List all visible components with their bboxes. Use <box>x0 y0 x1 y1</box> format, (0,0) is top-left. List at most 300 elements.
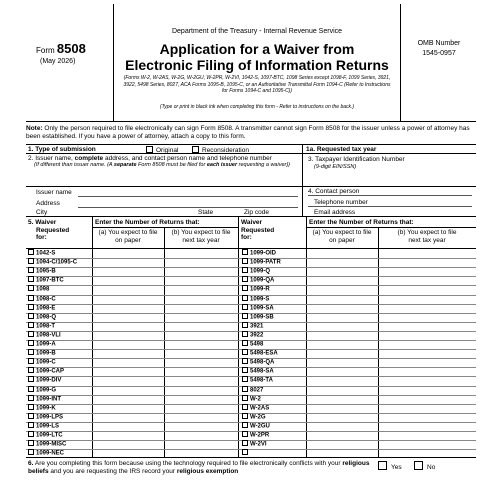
line-5-number: 5. <box>28 219 34 226</box>
waiver-form-checkbox[interactable] <box>28 358 34 364</box>
line-6-religious-exemption <box>26 460 476 478</box>
waiver-form-checkbox[interactable] <box>242 404 248 410</box>
waiver-form-label: 1099-LPS <box>36 414 64 421</box>
line-6-bold-2: religious exemption <box>176 468 239 475</box>
form-label: Form <box>36 46 55 55</box>
col-a-count-field-right[interactable] <box>306 304 378 313</box>
col-a-count-field-right[interactable] <box>306 331 378 340</box>
col-a-count-field[interactable] <box>92 331 164 340</box>
waiver-form-label: 1098-VLI <box>36 332 61 339</box>
issuer-subnote-bold-2: each issuer <box>206 162 238 168</box>
col-b-count-field-right[interactable] <box>378 386 476 395</box>
col-b-count-field-right[interactable] <box>378 295 476 304</box>
col-b-count-field[interactable] <box>164 267 238 276</box>
col-b-count-field[interactable] <box>164 376 238 385</box>
col-b-count-field[interactable] <box>164 331 238 340</box>
col-b-count-field-right[interactable] <box>378 267 476 276</box>
waiver-form-label: 5498 <box>250 341 264 348</box>
waiver-form-item[interactable] <box>242 313 274 322</box>
contact-person-field[interactable] <box>308 195 472 196</box>
col-b-count-field-right[interactable] <box>378 249 476 258</box>
waiver-form-label: W-2PR <box>250 432 270 439</box>
waiver-form-item[interactable] <box>28 413 63 422</box>
issuer-heading-box <box>26 154 302 187</box>
waiver-form-checkbox[interactable] <box>28 367 34 373</box>
col-b-count-field-right[interactable] <box>378 422 476 431</box>
col-b-count-field[interactable] <box>164 404 238 413</box>
omb-number: 1545-0957 <box>422 50 456 57</box>
col-b-count-field-right[interactable] <box>378 276 476 285</box>
col-a-count-field[interactable] <box>92 404 164 413</box>
waiver-form-item[interactable] <box>242 322 263 331</box>
col-a-count-field-right[interactable] <box>306 376 378 385</box>
waiver-form-label: 1099-R <box>250 286 270 293</box>
col-a-count-field[interactable] <box>92 422 164 431</box>
waiver-form-checkbox[interactable] <box>28 258 34 264</box>
waiver-form-checkbox[interactable] <box>28 376 34 382</box>
waiver-form-item[interactable] <box>242 276 274 285</box>
col-a-count-field[interactable] <box>92 340 164 349</box>
requested-tax-year-field[interactable] <box>302 145 476 154</box>
waiver-form-checkbox[interactable] <box>28 295 34 301</box>
no-checkbox[interactable] <box>414 461 423 470</box>
waiver-form-label: 3922 <box>250 332 264 339</box>
waiver-form-label: 1099-Q <box>250 268 271 275</box>
note-label: Note: <box>26 125 43 132</box>
row-divider <box>92 227 238 228</box>
waiver-form-item[interactable] <box>28 304 55 313</box>
col-b-count-field-right[interactable] <box>378 376 476 385</box>
waiver-form-label: 1097-BTC <box>36 277 64 284</box>
waiver-form-item[interactable] <box>242 449 250 458</box>
col-b-count-field[interactable] <box>164 422 238 431</box>
waiver-form-item[interactable] <box>242 422 270 431</box>
col-a-count-field[interactable] <box>92 285 164 294</box>
telephone-field[interactable] <box>308 206 472 207</box>
original-checkbox[interactable] <box>146 146 153 153</box>
col-a-count-field-right[interactable] <box>306 258 378 267</box>
col-b-count-field[interactable] <box>164 440 238 449</box>
waiver-form-label: 1099-K <box>36 405 56 412</box>
waiver-form-item[interactable] <box>242 404 269 413</box>
requested-word-right: Requested <box>241 226 275 234</box>
col-a-count-field-right[interactable] <box>306 249 378 258</box>
waiver-form-label: W-2GU <box>250 423 270 430</box>
waiver-form-checkbox[interactable] <box>242 440 248 446</box>
col-b-count-field-right[interactable] <box>378 413 476 422</box>
col-a-count-field[interactable] <box>92 386 164 395</box>
col-b-count-field-right[interactable] <box>378 404 476 413</box>
col-b-count-field[interactable] <box>164 276 238 285</box>
waiver-form-checkbox[interactable] <box>242 304 248 310</box>
col-a-count-field[interactable] <box>92 322 164 331</box>
col-a-count-field[interactable] <box>92 258 164 267</box>
no-label: No <box>427 464 436 471</box>
waiver-form-label: W-2VI <box>250 441 267 448</box>
waiver-form-item[interactable] <box>28 367 64 376</box>
waiver-form-checkbox[interactable] <box>242 285 248 291</box>
waiver-form-item[interactable] <box>28 440 66 449</box>
col-b-count-field-right[interactable] <box>378 313 476 322</box>
waiver-form-checkbox[interactable] <box>242 276 248 282</box>
col-a-count-field-right[interactable] <box>306 449 378 458</box>
waiver-form-item[interactable] <box>242 267 270 276</box>
waiver-form-label: 1042-S <box>36 250 56 257</box>
col-a-count-field-right[interactable] <box>306 295 378 304</box>
waiver-form-item[interactable] <box>28 295 56 304</box>
waiver-form-checkbox[interactable] <box>28 322 34 328</box>
col-a-count-field[interactable] <box>92 440 164 449</box>
waiver-form-item[interactable] <box>28 358 56 367</box>
form-title-line-2: Electronic Filing of Information Returns <box>125 57 389 73</box>
waiver-form-label: 1098-Q <box>36 314 57 321</box>
waiver-form-item[interactable] <box>28 449 64 458</box>
waiver-form-label: 1098-C <box>36 296 56 302</box>
waiver-form-item[interactable] <box>28 267 56 276</box>
form-number-value: 8508 <box>56 41 86 56</box>
col-a-count-field[interactable] <box>92 304 164 313</box>
department: Department of the Treasury - Internal Revenue Service <box>171 28 343 35</box>
omb-box <box>400 4 476 122</box>
col-a-count-field-right[interactable] <box>306 395 378 404</box>
col-b-count-field-right[interactable] <box>378 258 476 267</box>
col-b-count-field-right[interactable] <box>378 285 476 294</box>
col-b-count-field[interactable] <box>164 304 238 313</box>
revision-date: (May 2026) <box>40 58 76 65</box>
col-b-count-field[interactable] <box>164 258 238 267</box>
waiver-form-item[interactable] <box>28 285 49 294</box>
waiver-form-checkbox[interactable] <box>28 449 34 455</box>
col-a-count-field-right[interactable] <box>306 313 378 322</box>
waiver-form-checkbox[interactable] <box>242 376 248 382</box>
col-b-count-field[interactable] <box>164 449 238 458</box>
original-option[interactable] <box>146 146 178 154</box>
waiver-form-label: 5498-ESA <box>250 350 278 357</box>
col-b-count-field-right[interactable] <box>378 449 476 458</box>
col-b-count-field-right[interactable] <box>378 304 476 313</box>
line-6-number: 6. <box>28 460 34 467</box>
for-word: for: <box>36 234 47 241</box>
waiver-form-checkbox[interactable] <box>28 349 34 355</box>
col-a-count-field[interactable] <box>92 395 164 404</box>
form-title-line-1: Application for a Waiver from <box>159 41 355 57</box>
col-b-count-field[interactable] <box>164 413 238 422</box>
col-a-count-field[interactable] <box>92 358 164 367</box>
waiver-form-item[interactable] <box>28 276 64 285</box>
waiver-form-item[interactable] <box>242 413 266 422</box>
line-6-text-2: and you are requesting the IRS record your <box>48 468 177 475</box>
col-b-count-field[interactable] <box>164 431 238 440</box>
waiver-form-label: 5498-SA <box>250 368 274 375</box>
waiver-form-checkbox[interactable] <box>242 431 248 437</box>
waiver-form-item[interactable] <box>28 376 61 385</box>
col-a-count-field-right[interactable] <box>306 367 378 376</box>
issuer-heading-text-2: address, and contact person name and telephone number <box>103 155 272 162</box>
line-5-header <box>26 217 476 249</box>
waiver-form-label: 1098-E <box>36 305 56 312</box>
issuer-subnote-3: requesting a waiver)) <box>237 162 291 168</box>
col-a-count-field-right[interactable] <box>306 267 378 276</box>
state-label: State <box>198 209 214 216</box>
waiver-form-label: 1099-QA <box>250 277 275 284</box>
col-b-count-field[interactable] <box>164 285 238 294</box>
col-a-count-field[interactable] <box>92 449 164 458</box>
title-box <box>114 4 400 122</box>
col-a-count-field[interactable] <box>92 249 164 258</box>
waiver-requested-header-right <box>241 219 274 242</box>
waiver-form-item[interactable] <box>242 431 269 440</box>
waiver-form-checkbox[interactable] <box>242 258 248 264</box>
col-b-count-field-right[interactable] <box>378 431 476 440</box>
col-b-count-field[interactable] <box>164 395 238 404</box>
waiver-form-item[interactable] <box>28 422 59 431</box>
col-a-count-field-right[interactable] <box>306 340 378 349</box>
waiver-form-checkbox[interactable] <box>28 313 34 319</box>
col-b-count-field-right[interactable] <box>378 340 476 349</box>
reconsideration-checkbox[interactable] <box>192 146 199 153</box>
waiver-form-item[interactable] <box>28 349 56 358</box>
waiver-form-checkbox[interactable] <box>28 431 34 437</box>
col-b-count-field[interactable] <box>164 340 238 349</box>
col-b-count-field-right[interactable] <box>378 395 476 404</box>
instructions-note: (Type or print in black ink when completing this form - Refer to instructions on the back.) <box>159 104 355 110</box>
issuer-name-label: Issuer name <box>36 189 72 196</box>
enter-number-header-left: Enter the Number of Returns that: <box>95 219 200 226</box>
col-b-count-field[interactable] <box>164 349 238 358</box>
waiver-requested-header-left <box>28 219 69 242</box>
waiver-form-item[interactable] <box>242 349 278 358</box>
waiver-form-item[interactable] <box>242 285 270 294</box>
waiver-form-item[interactable] <box>242 386 263 395</box>
col-b-count-field[interactable] <box>164 313 238 322</box>
waiver-form-checkbox[interactable] <box>28 340 34 346</box>
col-b-count-field-right[interactable] <box>378 322 476 331</box>
col-a-count-field[interactable] <box>92 349 164 358</box>
col-a-count-field[interactable] <box>92 367 164 376</box>
col-a-count-field-right[interactable] <box>306 285 378 294</box>
waiver-word-right: Waiver <box>241 219 263 226</box>
waiver-form-item[interactable] <box>242 340 263 349</box>
line-2-3-row <box>26 154 476 187</box>
col-b-count-field-right[interactable] <box>378 331 476 340</box>
waiver-form-item[interactable] <box>242 249 276 258</box>
waiver-form-checkbox[interactable] <box>242 249 248 255</box>
col-a-line-1-right: (a) You expect to file <box>312 229 372 236</box>
col-a-line-2: on paper <box>115 236 141 244</box>
waiver-form-label: W-2 <box>250 396 261 403</box>
waiver-form-checkbox[interactable] <box>28 267 34 273</box>
waiver-form-checkbox[interactable] <box>28 331 34 337</box>
col-a-count-field-right[interactable] <box>306 386 378 395</box>
waiver-form-checkbox[interactable] <box>28 422 34 428</box>
col-a-count-field-right[interactable] <box>306 404 378 413</box>
waiver-form-checkbox[interactable] <box>242 422 248 428</box>
tin-box[interactable] <box>302 154 476 187</box>
col-b-count-field[interactable] <box>164 249 238 258</box>
col-b-header-left <box>164 229 238 244</box>
issuer-subnote-1: (If different than issuer name. (A <box>34 162 114 168</box>
waiver-forms-grid <box>26 249 476 458</box>
waiver-form-label: 1099-OID <box>250 250 277 257</box>
waiver-word: Waiver <box>35 219 57 226</box>
note-text: Only the person required to file electronically can sign Form 8508. A transmitter cannot sign Form 8508 for the issuer unless a power of attorney has been established. If you have a power of attorney, attach a copy to this form. <box>26 125 470 140</box>
waiver-form-label: 1098 <box>36 286 50 293</box>
address-field[interactable] <box>78 207 298 208</box>
waiver-form-checkbox[interactable] <box>242 386 248 392</box>
waiver-form-label: 1099-C <box>36 359 56 366</box>
col-b-count-field[interactable] <box>164 386 238 395</box>
waiver-form-checkbox[interactable] <box>28 304 34 310</box>
issuer-heading-bold: complete <box>74 155 104 162</box>
col-a-count-field-right[interactable] <box>306 276 378 285</box>
form-number <box>36 41 86 56</box>
col-a-count-field-right[interactable] <box>306 431 378 440</box>
col-b-count-field-right[interactable] <box>378 440 476 449</box>
enter-number-header-right: Enter the Number of Returns that: <box>309 219 414 226</box>
signature-note <box>26 125 476 141</box>
col-a-count-field-right[interactable] <box>306 422 378 431</box>
waiver-form-label: 1098-T <box>36 323 56 330</box>
waiver-form-item[interactable] <box>28 313 56 322</box>
address-contact-block <box>26 187 476 217</box>
waiver-form-label: 1099-PATR <box>250 259 281 266</box>
omb-label: OMB Number <box>417 40 461 47</box>
col-b-line-1: (b) You expect to file <box>171 229 231 236</box>
yes-label: Yes <box>391 464 402 471</box>
waiver-form-item[interactable] <box>242 258 281 267</box>
waiver-form-item[interactable] <box>242 367 274 376</box>
col-a-count-field-right[interactable] <box>306 349 378 358</box>
waiver-form-label: 1099-CAP <box>36 368 65 375</box>
waiver-form-checkbox[interactable] <box>28 249 34 255</box>
waiver-form-checkbox[interactable] <box>28 276 34 282</box>
waiver-form-item[interactable] <box>28 404 56 413</box>
col-a-count-field[interactable] <box>92 276 164 285</box>
waiver-form-checkbox[interactable] <box>28 386 34 392</box>
col-b-count-field-right[interactable] <box>378 367 476 376</box>
issuer-subnote-bold-1: separate <box>113 162 137 168</box>
waiver-form-checkbox[interactable] <box>242 322 248 328</box>
waiver-form-item[interactable] <box>28 386 56 395</box>
col-a-count-field-right[interactable] <box>306 322 378 331</box>
line-6-question <box>28 460 374 476</box>
waiver-form-checkbox[interactable] <box>242 313 248 319</box>
waiver-form-label: 1099-DIV <box>36 377 62 384</box>
requested-word: Requested <box>36 226 70 234</box>
waiver-form-item[interactable] <box>242 331 263 340</box>
col-a-count-field[interactable] <box>92 413 164 422</box>
waiver-form-checkbox[interactable] <box>28 395 34 401</box>
waiver-form-checkbox[interactable] <box>242 395 248 401</box>
waiver-form-label: 1099-B <box>36 350 56 357</box>
waiver-form-item[interactable] <box>28 431 63 440</box>
waiver-form-item[interactable] <box>28 249 55 258</box>
col-b-count-field-right[interactable] <box>378 358 476 367</box>
waiver-form-checkbox[interactable] <box>242 349 248 355</box>
waiver-form-item[interactable] <box>242 358 274 367</box>
issuer-subnote-2: Form 8508 must be filed for <box>136 162 207 168</box>
line-6-bold-1: religious beliefs <box>28 460 370 475</box>
line-1-row <box>26 144 476 154</box>
waiver-form-checkbox[interactable] <box>28 413 34 419</box>
col-divider <box>238 217 239 249</box>
waiver-form-checkbox[interactable] <box>242 449 248 455</box>
waiver-form-item[interactable] <box>242 395 261 404</box>
col-b-count-field[interactable] <box>164 367 238 376</box>
col-a-line-1: (a) You expect to file <box>98 229 158 236</box>
col-b-line-2: next tax year <box>182 236 220 244</box>
waiver-form-item[interactable] <box>242 376 273 385</box>
waiver-form-item[interactable] <box>242 295 269 304</box>
col-a-header-right <box>306 229 378 244</box>
waiver-form-label: 1099-MISC <box>36 441 67 448</box>
yes-checkbox[interactable] <box>378 461 387 470</box>
waiver-form-item[interactable] <box>28 340 56 349</box>
col-b-count-field-right[interactable] <box>378 349 476 358</box>
form-id-box <box>26 4 114 122</box>
col-a-count-field[interactable] <box>92 267 164 276</box>
original-label: Original <box>156 147 179 154</box>
col-b-count-field[interactable] <box>164 322 238 331</box>
waiver-form-label: 1099-G <box>36 387 57 393</box>
waiver-form-item[interactable] <box>28 322 55 331</box>
waiver-form-checkbox[interactable] <box>28 404 34 410</box>
waiver-form-label: W-2G <box>250 414 266 421</box>
no-option[interactable] <box>414 461 435 472</box>
waiver-form-checkbox[interactable] <box>242 358 248 364</box>
reconsideration-option[interactable] <box>192 146 249 154</box>
col-a-count-field[interactable] <box>92 295 164 304</box>
waiver-form-checkbox[interactable] <box>242 413 248 419</box>
tin-label: 3. Taxpayer Identification Number <box>308 156 405 163</box>
issuer-name-field[interactable] <box>78 196 298 197</box>
waiver-form-checkbox[interactable] <box>242 267 248 273</box>
col-b-count-field[interactable] <box>164 295 238 304</box>
waiver-form-checkbox[interactable] <box>28 285 34 291</box>
col-a-count-field[interactable] <box>92 431 164 440</box>
form-header <box>26 4 476 122</box>
waiver-form-checkbox[interactable] <box>28 440 34 446</box>
waiver-form-item[interactable] <box>242 304 274 313</box>
waiver-form-checkbox[interactable] <box>242 331 248 337</box>
col-a-count-field[interactable] <box>92 376 164 385</box>
waiver-form-checkbox[interactable] <box>242 295 248 301</box>
col-a-count-field-right[interactable] <box>306 440 378 449</box>
waiver-form-item[interactable] <box>28 395 61 404</box>
waiver-form-label: 1099-SB <box>250 314 274 321</box>
waiver-form-label: 1099-LTC <box>36 432 63 439</box>
for-word-right: for: <box>241 234 252 241</box>
col-a-count-field-right[interactable] <box>306 358 378 367</box>
line-6-text-1: Are you completing this form because using the technology required to file electronically conflicts with your <box>33 460 343 467</box>
waiver-form-item[interactable] <box>242 440 267 449</box>
waiver-form-checkbox[interactable] <box>242 340 248 346</box>
waiver-form-label: 5498-QA <box>250 359 275 366</box>
waiver-form-label: 1095-B <box>36 268 56 275</box>
waiver-form-item[interactable] <box>28 331 61 340</box>
issuer-subnote <box>34 162 298 169</box>
col-b-count-field[interactable] <box>164 358 238 367</box>
waiver-form-label: 1099-A <box>36 341 56 348</box>
waiver-form-checkbox[interactable] <box>242 367 248 373</box>
submission-type-label: 1. Type of submission <box>28 146 96 153</box>
col-a-count-field[interactable] <box>92 313 164 322</box>
col-a-line-2-right: on paper <box>329 236 355 244</box>
col-a-count-field-right[interactable] <box>306 413 378 422</box>
address-label: Address <box>36 200 60 207</box>
waiver-form-item[interactable] <box>28 258 77 267</box>
yes-option[interactable] <box>378 461 402 472</box>
